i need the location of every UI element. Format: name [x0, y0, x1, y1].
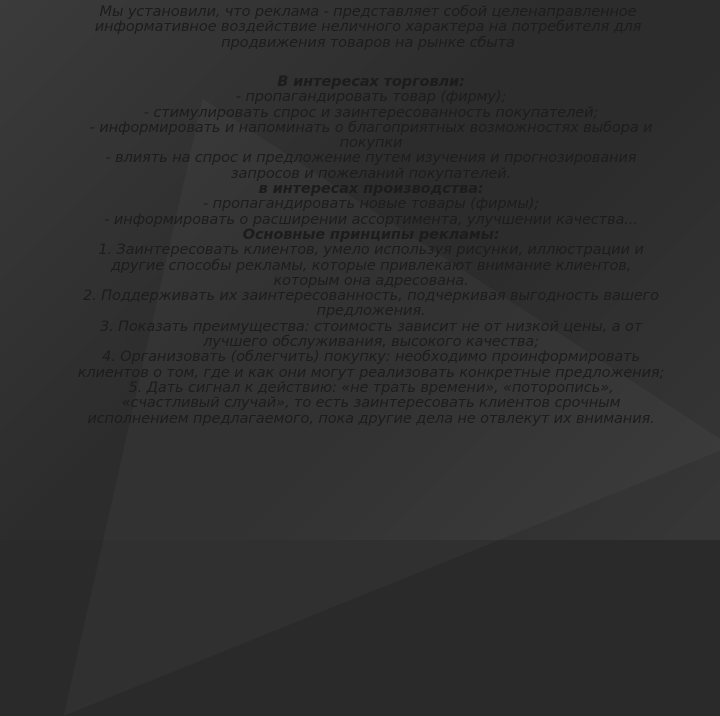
body-line: 3. Показать преимущества: стоимость зависит не от низкой цены, а от	[99, 317, 643, 335]
body-line: «счастливый случай», то есть заинтересовать клиентов срочным	[121, 394, 621, 412]
body-line: 1. Заинтересовать клиентов, умело используя рисунки, иллюстрации и	[98, 241, 644, 259]
intro-line: информативное воздействие неличного характера на потребителя для	[94, 18, 642, 36]
section-heading: Основные принципы рекламы:	[242, 225, 500, 243]
body-line: лучшего обслуживания, высокого качества;	[203, 333, 539, 351]
intro-line: Мы установили, что реклама - представляет собой целенаправленное	[99, 3, 637, 20]
section-heading: в интересах производства:	[258, 180, 484, 198]
intro-line: продвижения товаров на рынке сбыта	[221, 33, 515, 51]
body-line: 2. Поддерживать их заинтересованность, подчеркивая выгодность вашего	[83, 287, 659, 305]
body-line: - пропагандировать новые товары (фирмы);	[203, 195, 539, 213]
body-line: другие способы рекламы, которые привлекают внимание клиентов,	[110, 256, 632, 274]
body-line: - информировать и напоминать о благоприятных возможностях выбора и	[89, 118, 653, 136]
body-line: 4. Организовать (облегчить) покупку: необходимо проинформировать	[102, 348, 640, 366]
body-line: которым она адресована.	[273, 271, 469, 289]
section-heading: В интересах торговли:	[277, 73, 465, 90]
body-line: исполнением предлагаемого, пока другие дела не отвлекут их внимания.	[87, 409, 655, 427]
body-line: запросов и пожеланий покупателей.	[230, 164, 512, 182]
body-line: 5. Дать сигнал к действию: «не трать времени», «поторопись»,	[128, 378, 614, 396]
body-line: предложения.	[316, 302, 426, 320]
body-line: клиентов о том, где и как они могут реализовать конкретные предложения;	[77, 363, 665, 381]
body-line: - влиять на спрос и предложение путем изучения и прогнозирования	[105, 149, 637, 167]
body-text	[22, 74, 720, 426]
body-line: - пропагандировать товар (фирму);	[235, 88, 507, 106]
intro-paragraph	[28, 4, 708, 50]
body-line: - информировать о расширении ассортимента, улучшении качества...	[104, 210, 638, 228]
body-line: - стимулировать спрос и заинтересованность покупателей;	[143, 103, 599, 121]
body-line: покупки	[339, 134, 403, 152]
